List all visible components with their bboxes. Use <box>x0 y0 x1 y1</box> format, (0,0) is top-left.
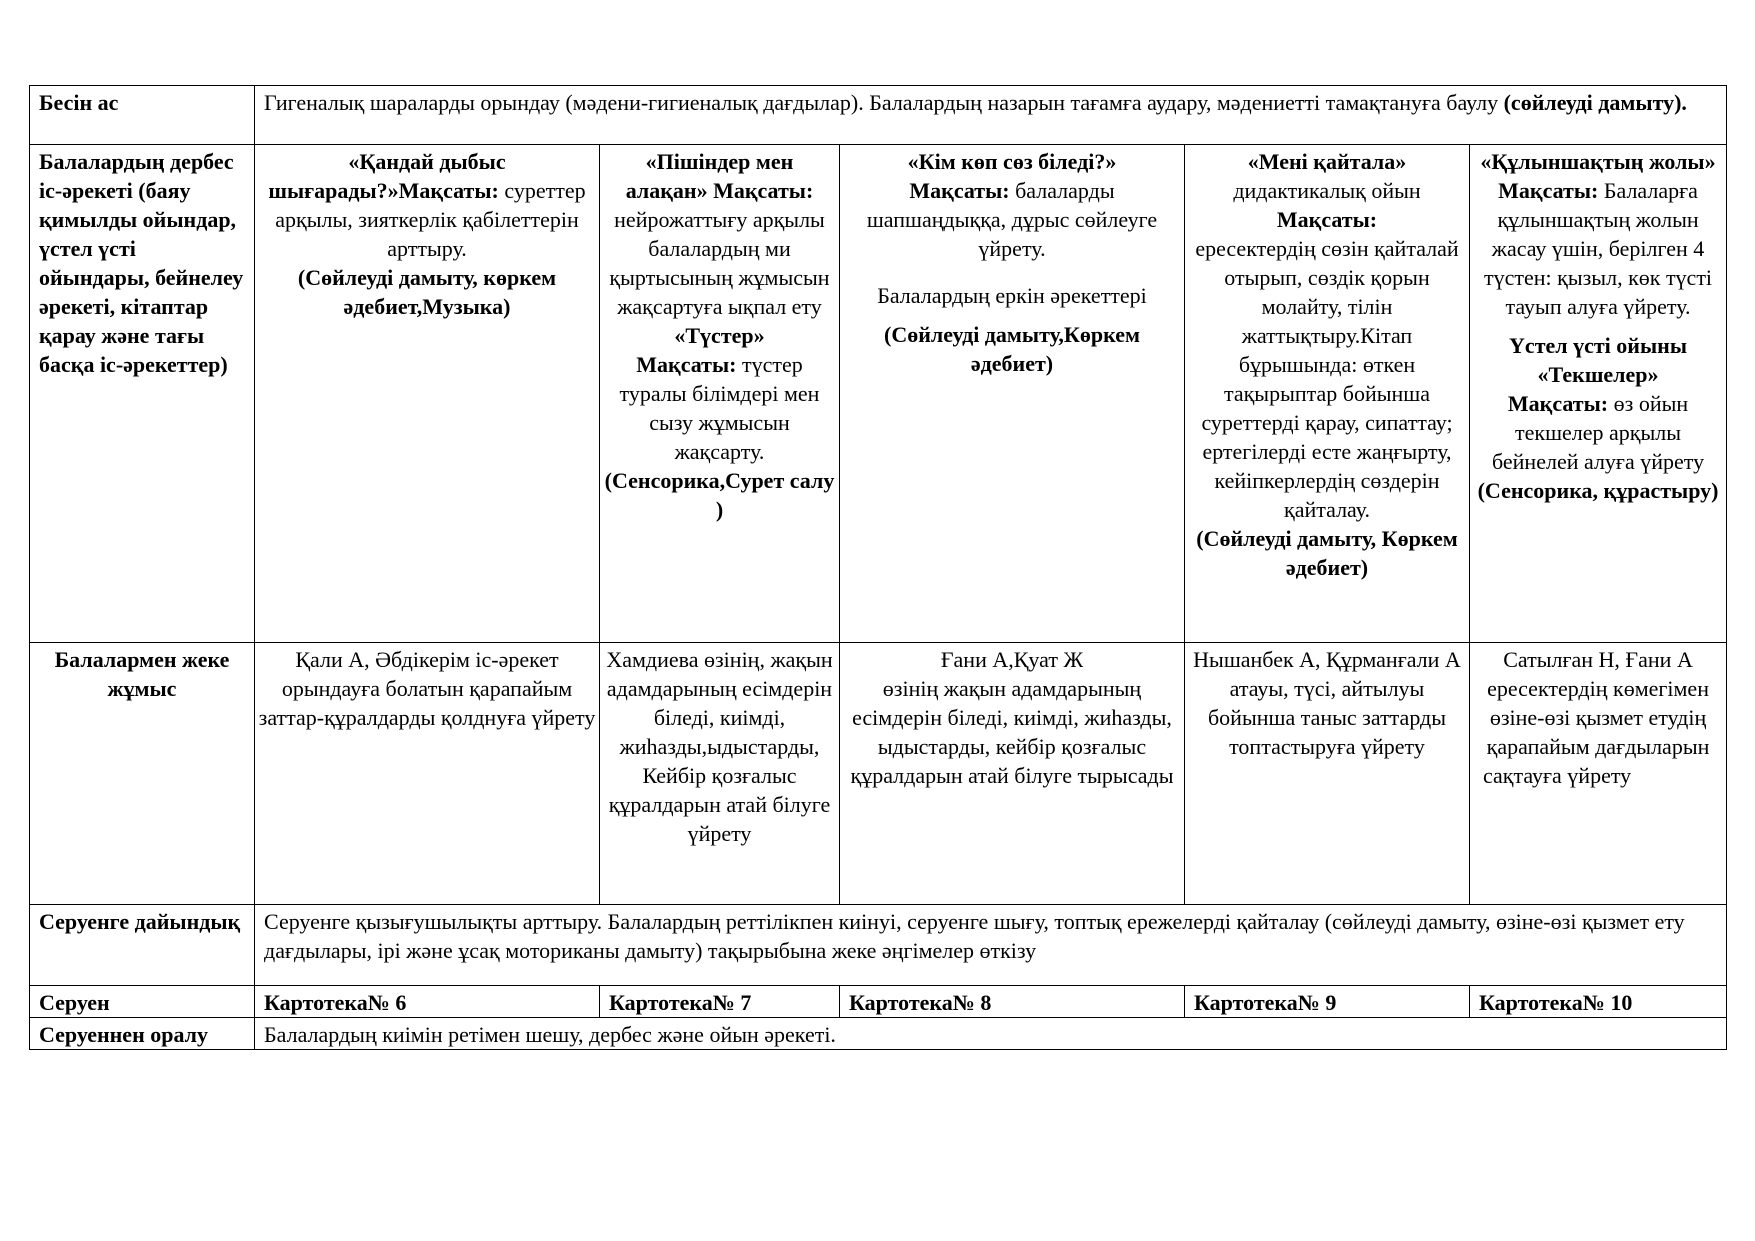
activity-1-goal-label: Мақсаты: <box>398 178 499 203</box>
walk-prep-text: Серуенге қызығушылықты арттыру. Балалардың реттілікпен киінуі, серуенге шығу, топтық ережелерді қайталау (сөйлеуді дамыту, өзіне-өзі қызмет ету дағдылары, ірі және ұсақ моториканы дамыту) тақырыбына жеке әңгімелер өткізу <box>255 905 1727 986</box>
activity-4-title: «Мені қайтала» <box>1247 149 1407 174</box>
individual-5-text: ересектердің көмегімен өзіне-өзі қызмет етудің қарапайым дағдыларын <box>1486 676 1710 759</box>
walk-card-1: Картотека№ 6 <box>255 986 600 1018</box>
activity-cell-3 <box>840 145 1185 643</box>
activity-4-goal-label: Мақсаты: <box>1276 207 1378 232</box>
individual-4-names: Нышанбек А, Құрманғали А <box>1193 647 1461 672</box>
activity-2-goal-label: Мақсаты: <box>713 178 814 203</box>
return-text: Балалардың киімін ретімен шешу, дербес және ойын әрекеті. <box>255 1018 1727 1050</box>
row-label-individual: Балалармен жеке жұмыс <box>30 643 255 905</box>
row-walk-prep <box>30 905 1727 986</box>
activity-5-goal2-label: Мақсаты: <box>1507 391 1609 416</box>
walk-card-2: Картотека№ 7 <box>600 986 840 1018</box>
activity-5-goal2: өз ойын текшелер арқылы бейнелей алуға үйрету <box>1491 391 1705 474</box>
individual-3-text: өзінің жақын адамдарының есімдерін біледі, киімді, жиһазды, ыдыстарды, кейбір қозғалыс құралдарын атай білуге тырысады <box>850 676 1174 788</box>
individual-cell-2: Хамдиева өзінің, жақын адамдарының есімдерін біледі, киімді, жиһазды,ыдыстарды, Кейбір қозғалыс құралдарын атай білуге үйрету <box>600 643 840 905</box>
activity-2-areas: (Сенсорика,Сурет салу ) <box>604 468 835 522</box>
activity-3-goal: балаларды шапшаңдыққа, дұрыс сөйлеуге үйрету. <box>866 178 1158 261</box>
row-activity <box>30 145 1727 643</box>
activity-cell-4 <box>1185 145 1470 643</box>
activity-4-subtitle: дидактикалық ойын <box>1233 178 1421 203</box>
activity-5-goal: Балаларға құлыншақтың жолын жасау үшін, берілген 4 түстен: қызыл, көк түсті тауып алуға үйрету. <box>1484 178 1713 319</box>
individual-cell-4 <box>1185 643 1470 905</box>
activity-2-title2: «Түстер» <box>674 323 765 348</box>
activity-3-extra: Балалардың еркін әрекеттері <box>877 283 1147 308</box>
activity-1-title: «Қандай дыбыс шығарады?» <box>268 149 506 203</box>
row-label-walk: Серуен <box>30 986 255 1018</box>
individual-5-names: Сатылған Н, Ғани А <box>1503 647 1693 672</box>
individual-3-names: Ғани А,Қуат Ж <box>940 647 1084 672</box>
activity-2-goal2-label: Мақсаты: <box>636 352 737 377</box>
activity-4-goal: ересектердің сөзін қайталай отырып, сөздік қорын молайту, тілін жаттықтыру.Кітап бұрышында: өткен тақырыптар бойынша суреттерді қарау, сипаттау; ертегілерді есте жаңғырту, кейіпкерлердің сөздерін қайталау. <box>1195 236 1459 522</box>
activity-2-goal: нейрожаттығу арқылы балалардың ми қыртысының жұмысын жақсартуға ықпал ету <box>609 207 830 319</box>
activity-1-areas: (Сөйлеуді дамыту, көркем әдебиет,Музыка) <box>297 265 557 319</box>
activity-5-goal-label: Мақсаты: <box>1498 178 1599 203</box>
activity-1-goal: суреттер арқылы, зияткерлік қабілеттерін арттыру. <box>275 178 586 261</box>
activity-cell-2 <box>600 145 840 643</box>
activity-3-areas: (Сөйлеуді дамыту,Көркем әдебиет) <box>884 322 1140 376</box>
individual-5-last: сақтауға үйрету <box>1483 763 1632 788</box>
lunch-text <box>255 86 1727 145</box>
activity-2-goal2: түстер туралы білімдері мен сызу жұмысын жақсарту. <box>619 352 820 464</box>
row-lunch <box>30 86 1727 145</box>
individual-cell-5 <box>1470 643 1727 905</box>
individual-cell-1: Қали А, Әбдікерім іс-әрекет орындауға болатын қарапайым заттар-құралдарды қолднуға үйрету <box>255 643 600 905</box>
activity-5-title: «Құлыншақтың жолы» <box>1480 149 1716 174</box>
row-label-activity: Балалардың дербес іс-әрекеті (баяу қимылды ойындар, үстел үсті ойындары, бейнелеу әрекеті, кітаптар қарау және тағы басқа іс-әрекеттер) <box>30 145 255 643</box>
walk-card-5: Картотека№ 10 <box>1470 986 1727 1018</box>
schedule-table <box>29 85 1727 1050</box>
activity-3-title: «Кім көп сөз біледі?» <box>907 149 1117 174</box>
row-return <box>30 1018 1727 1050</box>
row-walk <box>30 986 1727 1018</box>
activity-5-areas: (Сенсорика, құрастыру) <box>1477 478 1719 503</box>
activity-cell-5 <box>1470 145 1727 643</box>
row-individual <box>30 643 1727 905</box>
activity-3-goal-label: Мақсаты: <box>909 178 1010 203</box>
activity-5-game2-title: Үстел үсті ойыны «Текшелер» <box>1509 333 1688 387</box>
individual-cell-3 <box>840 643 1185 905</box>
activity-cell-1 <box>255 145 600 643</box>
lunch-text-main: Гигеналық шараларды орындау (мәдени-гигиеналық дағдылар). Балалардың назарын тағамға аудару, мәдениетті тамақтануға баулу <box>264 90 1504 115</box>
individual-4-text: атауы, түсі, айтылуы бойынша таныс заттарды топтастыруға үйрету <box>1207 676 1447 759</box>
row-label-return: Серуеннен оралу <box>30 1018 255 1050</box>
row-label-walk-prep: Серуенге дайындық <box>30 905 255 986</box>
activity-2-title: «Пішіндер мен алақан» <box>625 149 794 203</box>
walk-card-3: Картотека№ 8 <box>840 986 1185 1018</box>
walk-card-4: Картотека№ 9 <box>1185 986 1470 1018</box>
lunch-text-bold: (сөйлеуді дамыту). <box>1503 90 1687 115</box>
activity-4-areas: (Сөйлеуді дамыту, Көркем әдебиет) <box>1196 526 1458 580</box>
row-label-lunch: Бесін ас <box>30 86 255 145</box>
